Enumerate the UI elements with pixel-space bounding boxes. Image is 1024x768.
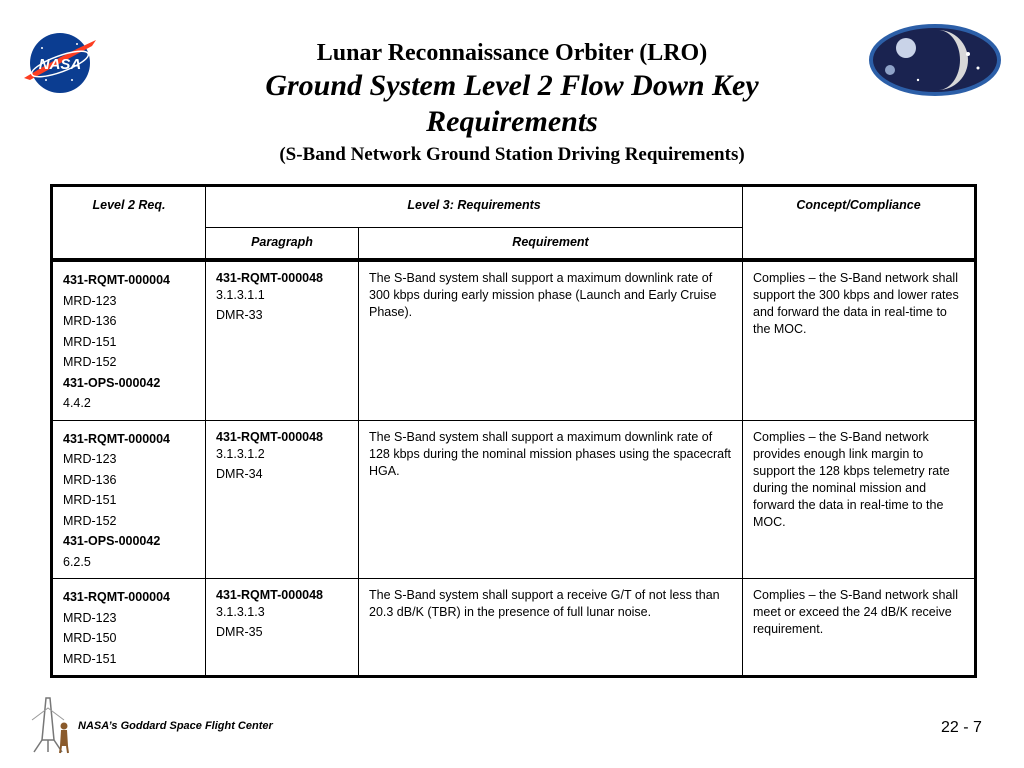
level2-item: MRD-150 <box>63 631 117 645</box>
header-concept: Concept/Compliance <box>743 186 976 261</box>
level2-cell <box>52 420 206 579</box>
requirements-table <box>50 184 977 678</box>
page-number: 22 - 7 <box>941 719 982 736</box>
level2-item: MRD-136 <box>63 472 117 487</box>
compliance-cell: Complies – the S-Band network shall meet or exceed the 24 dB/K receive requirement. <box>743 579 976 677</box>
title-main: Ground System Level 2 Flow Down Key Requirements <box>265 69 759 138</box>
nasa-logo-text: NASA <box>38 56 82 73</box>
paragraph-dmr: DMR-34 <box>216 466 263 481</box>
level2-item: 431-RQMT-000004 <box>63 590 171 604</box>
footer-center-name: NASA’s Goddard Space Flight Center <box>78 720 273 732</box>
table-row <box>52 420 976 579</box>
level2-item: MRD-152 <box>63 513 117 528</box>
level2-item: 6.2.5 <box>63 554 91 569</box>
level2-item: MRD-136 <box>63 314 117 328</box>
header-requirement: Requirement <box>359 228 743 261</box>
lro-mission-patch-icon <box>868 24 1002 96</box>
nasa-logo-icon <box>22 30 98 96</box>
paragraph-id: 431-RQMT-000048 <box>216 588 324 602</box>
compliance-cell: Complies – the S-Band network provides enough link margin to support the 128 kbps telemetry rate during the nominal mission and forward the data in real-time to the MOC. <box>743 420 976 579</box>
table-row <box>52 260 976 420</box>
level2-item: MRD-152 <box>63 355 117 369</box>
paragraph-cell <box>206 260 359 420</box>
title-lro: Lunar Reconnaissance Orbiter (LRO) <box>316 40 708 66</box>
level2-item: 431-OPS-000042 <box>63 375 161 390</box>
header-level2: Level 2 Req. <box>52 186 206 261</box>
level2-item: 431-RQMT-000004 <box>63 273 171 287</box>
level2-cell <box>52 260 206 420</box>
level2-item: MRD-123 <box>63 610 117 625</box>
paragraph-id: 431-RQMT-000048 <box>216 271 324 285</box>
level2-item: MRD-151 <box>63 493 117 507</box>
level2-item: 431-RQMT-000004 <box>63 431 171 446</box>
title-subtitle: (S-Band Network Ground Station Driving Requirements) <box>279 144 745 165</box>
paragraph-number: 3.1.3.1.2 <box>216 446 265 461</box>
paragraph-dmr: DMR-33 <box>216 308 263 322</box>
level2-item: MRD-151 <box>63 334 117 349</box>
table-row <box>52 579 976 677</box>
paragraph-cell <box>206 420 359 579</box>
level2-item: 431-OPS-000042 <box>63 534 161 548</box>
header-level3: Level 3: Requirements <box>206 186 743 228</box>
goddard-rocket-icon <box>28 696 76 754</box>
level2-item: MRD-123 <box>63 293 117 308</box>
level2-item: MRD-123 <box>63 452 117 466</box>
requirement-cell: The S-Band system shall support a maximum downlink rate of 128 kbps during the nominal mission phases using the spacecraft HGA. <box>359 420 743 579</box>
paragraph-cell <box>206 579 359 677</box>
title-block <box>180 38 844 168</box>
level2-item: 4.4.2 <box>63 396 91 410</box>
paragraph-id: 431-RQMT-000048 <box>216 429 324 444</box>
requirement-cell: The S-Band system shall support a receive G/T of not less than 20.3 dB/K (TBR) in the presence of full lunar noise. <box>359 579 743 677</box>
paragraph-number: 3.1.3.1.1 <box>216 288 265 302</box>
paragraph-dmr: DMR-35 <box>216 625 263 639</box>
paragraph-number: 3.1.3.1.3 <box>216 605 265 619</box>
compliance-cell: Complies – the S-Band network shall support the 300 kbps and lower rates and forward the data in real-time to the MOC. <box>743 260 976 420</box>
requirement-cell: The S-Band system shall support a maximum downlink rate of 300 kbps during early mission phase (Launch and Early Cruise Phase). <box>359 260 743 420</box>
header-paragraph: Paragraph <box>206 228 359 261</box>
level2-item: MRD-151 <box>63 651 117 666</box>
level2-cell <box>52 579 206 677</box>
